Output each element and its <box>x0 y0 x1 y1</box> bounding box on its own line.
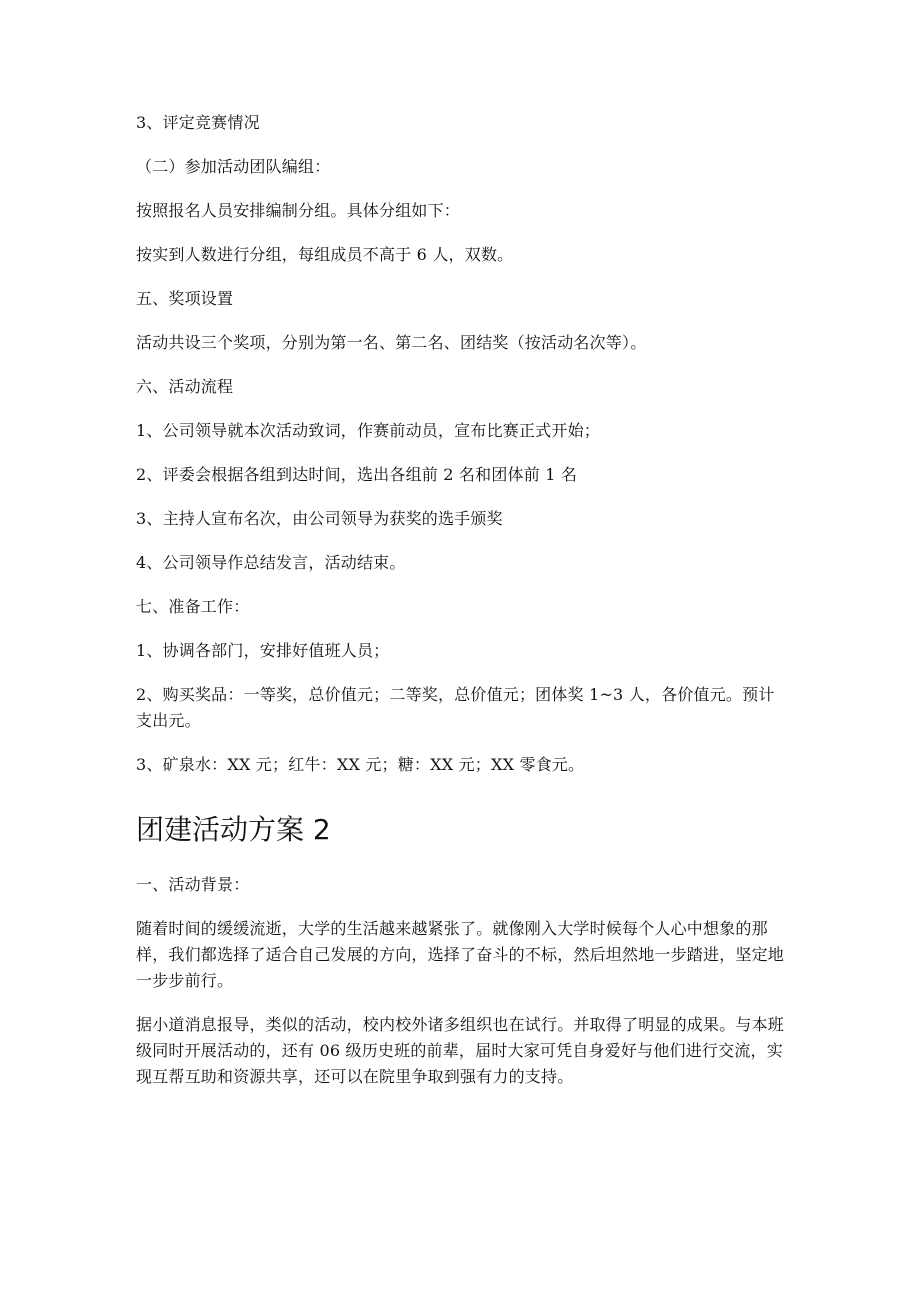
paragraph-group-plan: 按照报名人员安排编制分组。具体分组如下： <box>136 201 461 220</box>
process-step-3: 3、主持人宣布名次，由公司领导为获奖的选手颁奖 <box>136 509 503 528</box>
paragraph-eval: 3、评定竞赛情况 <box>136 113 260 132</box>
paragraph-team-grouping: （二）参加活动团队编组： <box>136 157 331 176</box>
paragraph-background-1: 随着时间的缓缓流逝，大学的生活越来越紧张了。就像刚入大学时候每个人心中想象的那样，我们都选择了适合自己发展的方向，选择了奋斗的不标，然后坦然地一步踏进，坚定地一步步前行。 <box>136 919 785 990</box>
paragraph-awards: 活动共设三个奖项，分别为第一名、第二名、团结奖（按活动名次等）。 <box>136 333 647 352</box>
process-step-4: 4、公司领导作总结发言，活动结束。 <box>136 553 406 572</box>
paragraph-group-rule: 按实到人数进行分组，每组成员不高于 6 人，双数。 <box>136 245 514 264</box>
process-step-1: 1、公司领导就本次活动致词，作赛前动员，宣布比赛正式开始； <box>136 421 600 440</box>
section-awards: 五、奖项设置 <box>136 289 234 308</box>
section-background: 一、活动背景： <box>136 875 250 894</box>
paragraph-background-2: 据小道消息报导，类似的活动，校内校外诸多组织也在试行。并取得了明显的成果。与本班级同时开展活动的，还有 06 级历史班的前辈，届时大家可凭自身爱好与他们进行交流，实现互帮互助和资源共享，还可以在院里争取到强有力的支持。 <box>136 1015 785 1086</box>
prep-step-1: 1、协调各部门，安排好值班人员； <box>136 641 390 660</box>
section-preparation: 七、准备工作： <box>136 597 250 616</box>
prep-step-2: 2、购买奖品：一等奖，总价值元；二等奖，总价值元；团体奖 1~3 人，各价值元。预计支出元。 <box>136 685 775 730</box>
process-step-2: 2、评委会根据各组到达时间，选出各组前 2 名和团体前 1 名 <box>136 465 578 484</box>
document-body <box>136 110 786 1090</box>
prep-step-3: 3、矿泉水：XX 元；红牛：XX 元；糖：XX 元；XX 零食元。 <box>136 755 585 774</box>
section-process: 六、活动流程 <box>136 377 234 396</box>
document-heading-plan-2: 团建活动方案 2 <box>136 813 331 846</box>
